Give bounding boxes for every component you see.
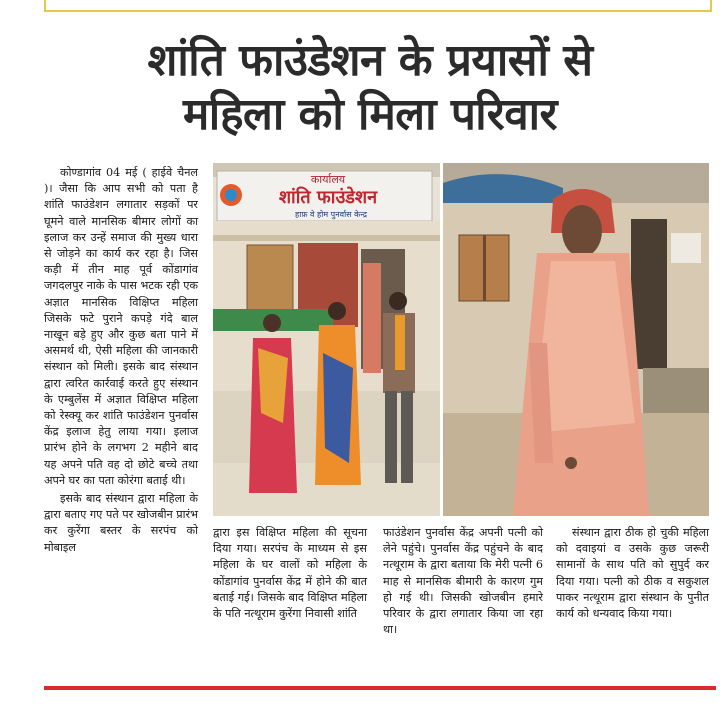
article-column-2	[213, 525, 367, 622]
photo-woman-portrait-image	[443, 163, 709, 516]
article-column-1	[44, 165, 198, 556]
article-paragraph: इसके बाद संस्थान द्वारा महिला के द्वारा बताए गए पते पर खोजबीन प्रारंभ कर कुरेंगा बस्तर के सरपंच को मोबाइल	[44, 492, 198, 554]
sign-subtitle-text: हाफ़ वे होम पुनर्वास केन्द्र	[295, 210, 367, 219]
article-paragraph: संस्थान द्वारा ठीक हो चुकी महिला को दवाइयां व उसके कुछ जरूरी सामानों के साथ पति को सुपुर्द कर दिया गया। पत्नी को ठीक व सकुशल पाकर नत्थूराम द्वारा संस्थान के पुनीत कार्य को धन्यवाद किया गया।	[556, 526, 709, 621]
sign-foundation-text: शांति फाउंडेशन	[278, 187, 378, 208]
photo-foundation-group	[213, 163, 440, 516]
article-paragraph: कोण्डागांव 04 मई ( हाईवे चैनल )। जैसा कि आप सभी को पता है शांति फाउंडेशन लगातार सड़कों पर घूमने वाले मानसिक बीमार लोगों का इलाज कर उन्हें समाज की मुख्य धारा से जोड़ने का कार्य कर रहा है। जिस कड़ी में तीन माह पूर्व कोंडागांव जगदलपुर नाके के पास भटक रही एक अज्ञात मानसिक विक्षिप्त महिला जिसके फटे पुराने कपड़े गंदे बाल नाखून बड़े हुए और कुछ बता पाने में असमर्थ थी, ऐसी महिला की जानकारी संस्थान को मिली। इसके बाद संस्थान द्वारा त्वरित कार्रवाई करते हुए संस्थान के एम्बुलेंस में अज्ञात विक्षिप्त महिला को रेस्क्यू कर शांति फाउंडेशन पुनर्वास केंद्र इलाज हेतु लाया गया। इलाज प्रारंभ होने के लगभग 2 महीने बाद यह अपने पति वह दो छोटे बच्चे तथा अपने घर का पता कोरंगा बताई थी।	[44, 166, 198, 487]
article-column-4	[556, 525, 709, 622]
photo-foundation-group-image	[213, 163, 440, 516]
article-column-3	[383, 525, 543, 638]
headline-line-2: महिला को मिला परिवार	[182, 89, 558, 140]
sign-office-text: कार्यालय	[310, 173, 346, 186]
bottom-red-rule	[44, 686, 716, 690]
headline	[40, 34, 700, 142]
photo-woman-portrait	[443, 163, 709, 516]
top-box-border	[44, 0, 712, 12]
article-paragraph: द्वारा इस विक्षिप्त महिला की सूचना दिया गया। सरपंच के माध्यम से इस महिला के घर वालों को महिला के कोंडागांव पुनर्वास केंद्र में होने की बात बताई गई। जिसके बाद विक्षिप्त महिला के पति नत्थूराम कुरेंगा निवासी शांति	[213, 526, 367, 621]
headline-line-1: शांति फाउंडेशन के प्रयासों से	[147, 35, 593, 86]
article-paragraph: फाउंडेशन पुनर्वास केंद्र अपनी पत्नी को लेने पहुंचे। पुनर्वास केंद्र पहुंचने के बाद नत्थूराम के द्वारा बताया कि मेरी पत्नी 6 माह से मानसिक बीमारी के कारण गुम हो गई थी। जिसकी खोजबीन हमारे परिवार के द्वारा लगातार किया जा रहा था।	[383, 526, 543, 637]
